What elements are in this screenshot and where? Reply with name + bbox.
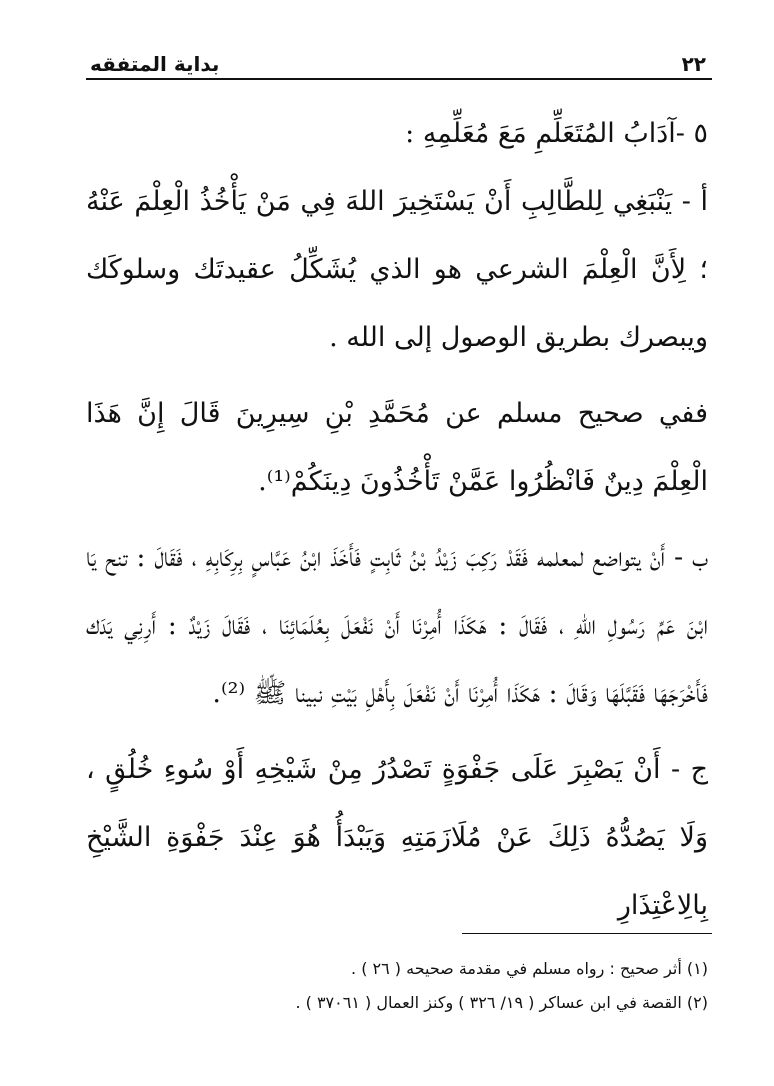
paragraph-a: أ - يَنْبَغِي لِلطَّالِبِ أَنْ يَسْتَخِيرَ اللهَ فِي مَنْ يَأْخُذُ الْعِلْمَ عَنْهُ ؛ لِأَنَّ الْعِلْمَ الشرعي هو الذي يُشَكِّلُ عقيدتَك وسلوكَك ويبصرك بطريق الوصول إلى الله .: [86, 186, 708, 353]
paragraph-b: ب - أَنْ يتواضع لمعلمه فَقَدْ رَكِبَ زَيْدُ بْنُ ثَابِتٍ فَأَخَذَ ابْنُ عَبَّاسٍ بِرِكَابِهِ ، فَقَالَ : تنح يَا ابْنَ عَمِّ رَسُولِ اللهِ ، فَقَالَ : هَكَذَا أُمِرْنَا أَنْ نَفْعَلَ بِعُلَمَائِنَا ، فَقَالَ زَيْدٌ : أَرِنِي يَدَك فَأَخْرَجَهَا فَقَبَّلَهَا وَقَالَ : هَكَذَا أُمِرْنَا أَنْ نَفْعَلَ بِأَهْلِ بَيْتِ نبينا ﷺ ⁽²⁾.: [86, 542, 708, 709]
page-number: ٢٢: [681, 52, 706, 76]
book-title: بداية المتفقه: [90, 52, 220, 76]
footnote-rule: [462, 933, 712, 934]
footnote-1: (١) أثر صحيح : رواه مسلم في مقدمة صحيحه ( ٢٦ ) .: [351, 959, 708, 978]
footnotes: [90, 952, 708, 1020]
section-heading: ٥ -آدَابُ المُتَعَلِّمِ مَعَ مُعَلِّمِهِ :: [405, 118, 708, 149]
paragraph-c: ج - أَنْ يَصْبِرَ عَلَى جَفْوَةٍ تَصْدُرُ مِنْ شَيْخِهِ أَوْ سُوءِ خُلُقٍ ، وَلَا يَصُدُّهُ ذَلِكَ عَنْ مُلَازَمَتِهِ وَيَبْدَأُ هُوَ عِنْدَ جَفْوَةِ الشَّيْخِ بِالِاعْتِذَارِ: [86, 754, 708, 921]
header-rule: [86, 78, 712, 80]
footnote-2: (٢) القصة في ابن عساكر ( ١٩/ ٣٢٦ ) وكنز العمال ( ٣٧٠٦١ ) .: [295, 993, 708, 1012]
running-header: [90, 44, 706, 76]
main-text: [86, 100, 708, 940]
paragraph-a-hadith: ففي صحيح مسلم عن مُحَمَّدِ بْنِ سِيرِينَ قَالَ إِنَّ هَذَا الْعِلْمَ دِينٌ فَانْظُرُوا عَمَّنْ تَأْخُذُونَ دِينَكُمْ⁽¹⁾.: [86, 398, 708, 497]
